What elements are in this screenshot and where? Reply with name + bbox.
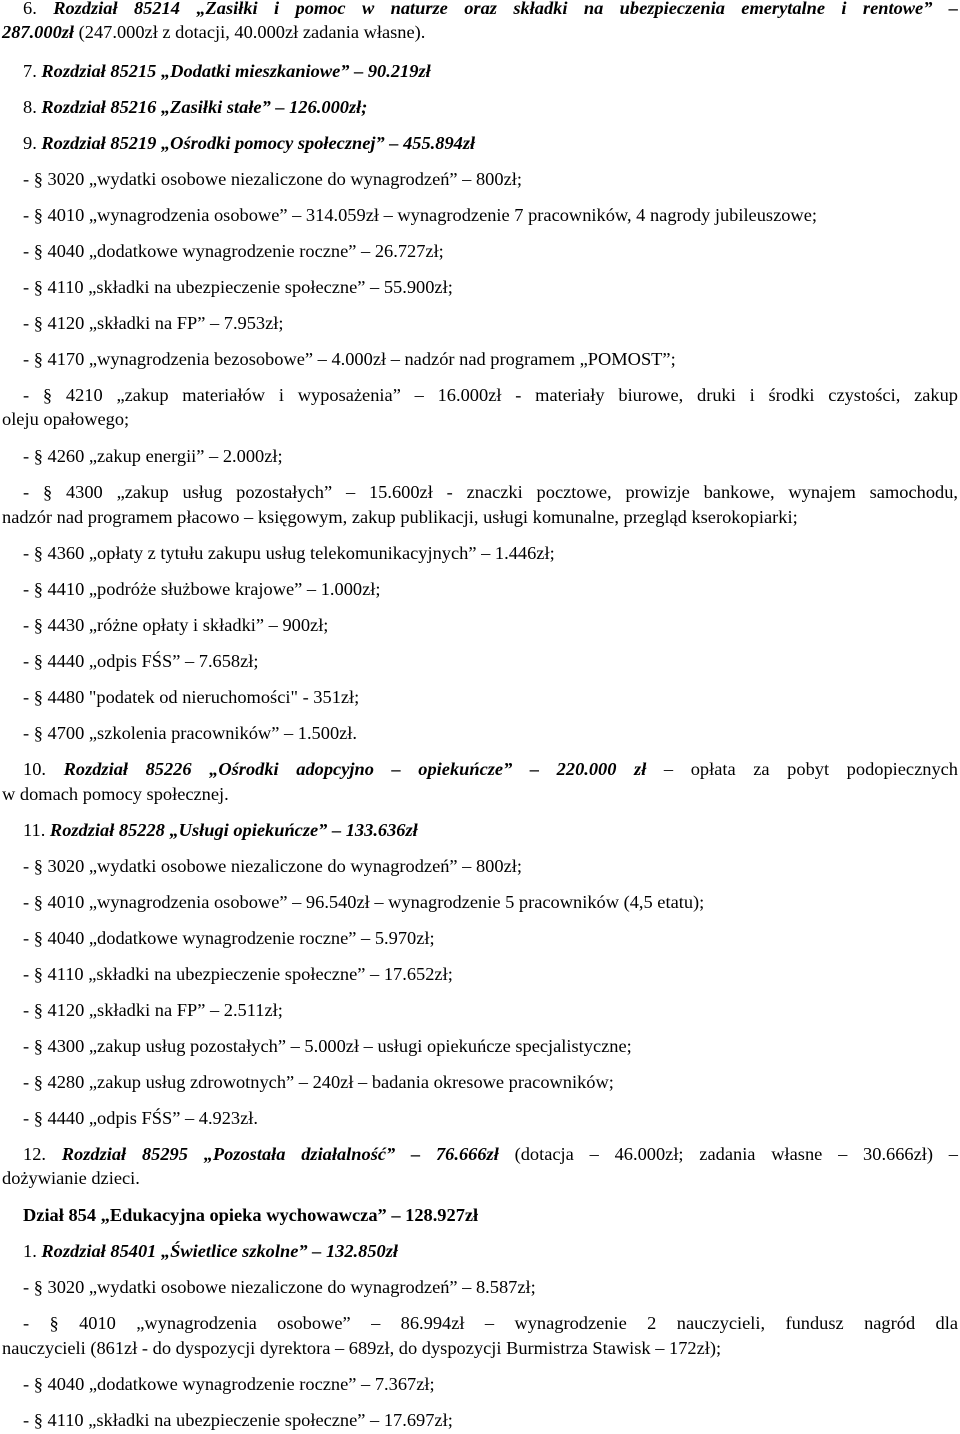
division-heading: Dział 854 „Edukacyjna opieka wychowawcza” – 128.927zł — [23, 1205, 479, 1225]
section-note: (dotacja – 46.000zł; zadania własne – 30.666zł) – — [498, 1144, 958, 1164]
section-heading: Rozdział 85401 „Świetlice szkolne” – 132.850zł — [41, 1241, 399, 1261]
section-8 — [23, 95, 958, 119]
section-1 — [23, 1239, 958, 1263]
item-number: 7. — [23, 61, 37, 81]
budget-line: - § 4110 „składki na ubezpieczenie społeczne” – 17.697zł; — [23, 1410, 453, 1430]
budget-line-text: - § 4210 „zakup materiałów i wyposażenia” – 16.000zł - materiały biurowe, druki i środki czystości, zakup — [23, 385, 958, 405]
budget-line — [23, 1311, 958, 1335]
budget-line: - § 3020 „wydatki osobowe niezaliczone do wynagrodzeń” – 800zł; — [23, 856, 522, 876]
section-10 — [23, 757, 958, 781]
section-11 — [23, 818, 958, 842]
budget-line: - § 4040 „dodatkowe wynagrodzenie roczne” – 5.970zł; — [23, 928, 435, 948]
budget-line: - § 4480 "podatek od nieruchomości" - 351zł; — [23, 687, 360, 707]
section-7 — [23, 59, 958, 83]
section-heading: Rozdział 85226 „Ośrodki adopcyjno – opiekuńcze” – 220.000 zł — [63, 759, 647, 779]
budget-line — [23, 383, 958, 407]
budget-line: - § 4280 „zakup usług zdrowotnych” – 240zł – badania okresowe pracowników; — [23, 1072, 614, 1092]
item-number: 6. — [23, 0, 37, 18]
budget-line-continuation: oleju opałowego; — [2, 409, 130, 429]
budget-line-text: - § 4010 „wynagrodzenia osobowe” – 86.994zł – wynagrodzenie 2 nauczycieli, fundusz nagród dla — [23, 1313, 958, 1333]
budget-line: - § 4440 „odpis FŚS” – 7.658zł; — [23, 651, 259, 671]
budget-line: - § 4120 „składki na FP” – 7.953zł; — [23, 313, 284, 333]
section-6 — [23, 0, 958, 20]
section-9 — [23, 131, 958, 155]
budget-line: - § 4430 „różne opłaty i składki” – 900zł; — [23, 615, 329, 635]
budget-line: - § 3020 „wydatki osobowe niezaliczone do wynagrodzeń” – 800zł; — [23, 169, 522, 189]
budget-line: - § 4260 „zakup energii” – 2.000zł; — [23, 446, 283, 466]
budget-line-continuation: nauczycieli (861zł - do dyspozycji dyrektora – 689zł, do dyspozycji Burmistrza Stawisk – 172zł); — [2, 1338, 722, 1358]
section-12-continuation: dożywianie dzieci. — [2, 1168, 140, 1188]
section-note: (247.000zł z dotacji, 40.000zł zadania własne). — [74, 22, 426, 42]
section-heading: Rozdział 85219 „Ośrodki pomocy społecznej” – 455.894zł — [41, 133, 476, 153]
item-number: 11. — [23, 820, 46, 840]
budget-line: - § 4010 „wynagrodzenia osobowe” – 96.540zł – wynagrodzenie 5 pracowników (4,5 etatu); — [23, 892, 705, 912]
budget-line: - § 4300 „zakup usług pozostałych” – 5.000zł – usługi opiekuńcze specjalistyczne; — [23, 1036, 632, 1056]
item-number: 1. — [23, 1241, 37, 1261]
budget-line: - § 4110 „składki na ubezpieczenie społeczne” – 17.652zł; — [23, 964, 453, 984]
section-amount: 287.000zł — [2, 22, 75, 42]
section-heading: Rozdział 85295 „Pozostała działalność” – 76.666zł — [61, 1144, 499, 1164]
item-number: 8. — [23, 97, 37, 117]
section-heading: Rozdział 85228 „Usługi opiekuńcze” – 133.636zł — [49, 820, 418, 840]
item-number: 9. — [23, 133, 37, 153]
budget-line: - § 4360 „opłaty z tytułu zakupu usług telekomunikacyjnych” – 1.446zł; — [23, 543, 555, 563]
item-number: 10. — [23, 759, 46, 779]
budget-line: - § 4170 „wynagrodzenia bezosobowe” – 4.000zł – nadzór nad programem „POMOST”; — [23, 349, 676, 369]
budget-line: - § 3020 „wydatki osobowe niezaliczone do wynagrodzeń” – 8.587zł; — [23, 1277, 536, 1297]
budget-line: - § 4040 „dodatkowe wynagrodzenie roczne” – 26.727zł; — [23, 241, 444, 261]
section-note: – opłata za pobyt podopiecznych — [646, 759, 958, 779]
budget-line: - § 4010 „wynagrodzenia osobowe” – 314.059zł – wynagrodzenie 7 pracowników, 4 nagrody jubileuszowe; — [23, 205, 817, 225]
section-12 — [23, 1142, 958, 1166]
budget-line: - § 4440 „odpis FŚS” – 4.923zł. — [23, 1108, 258, 1128]
section-heading: Rozdział 85214 „Zasiłki i pomoc w naturze oraz składki na ubezpieczenia emerytalne i rentowe” – — [53, 0, 958, 18]
budget-line — [23, 480, 958, 504]
budget-line: - § 4120 „składki na FP” – 2.511zł; — [23, 1000, 283, 1020]
section-heading: Rozdział 85216 „Zasiłki stałe” – 126.000zł; — [41, 97, 368, 117]
section-10-continuation: w domach pomocy społecznej. — [2, 784, 229, 804]
budget-line: - § 4040 „dodatkowe wynagrodzenie roczne” – 7.367zł; — [23, 1374, 435, 1394]
budget-line-continuation: nadzór nad programem płacowo – księgowym, zakup publikacji, usługi komunalne, przegląd kserokopiarki; — [2, 507, 798, 527]
budget-line-text: - § 4300 „zakup usług pozostałych” – 15.600zł - znaczki pocztowe, prowizje bankowe, wynajem samochodu, — [23, 482, 958, 502]
budget-line: - § 4410 „podróże służbowe krajowe” – 1.000zł; — [23, 579, 381, 599]
section-6-continuation — [2, 20, 958, 44]
section-heading: Rozdział 85215 „Dodatki mieszkaniowe” – 90.219zł — [41, 61, 431, 81]
budget-line: - § 4110 „składki na ubezpieczenie społeczne” – 55.900zł; — [23, 277, 453, 297]
item-number: 12. — [23, 1144, 46, 1164]
budget-line: - § 4700 „szkolenia pracowników” – 1.500zł. — [23, 723, 358, 743]
